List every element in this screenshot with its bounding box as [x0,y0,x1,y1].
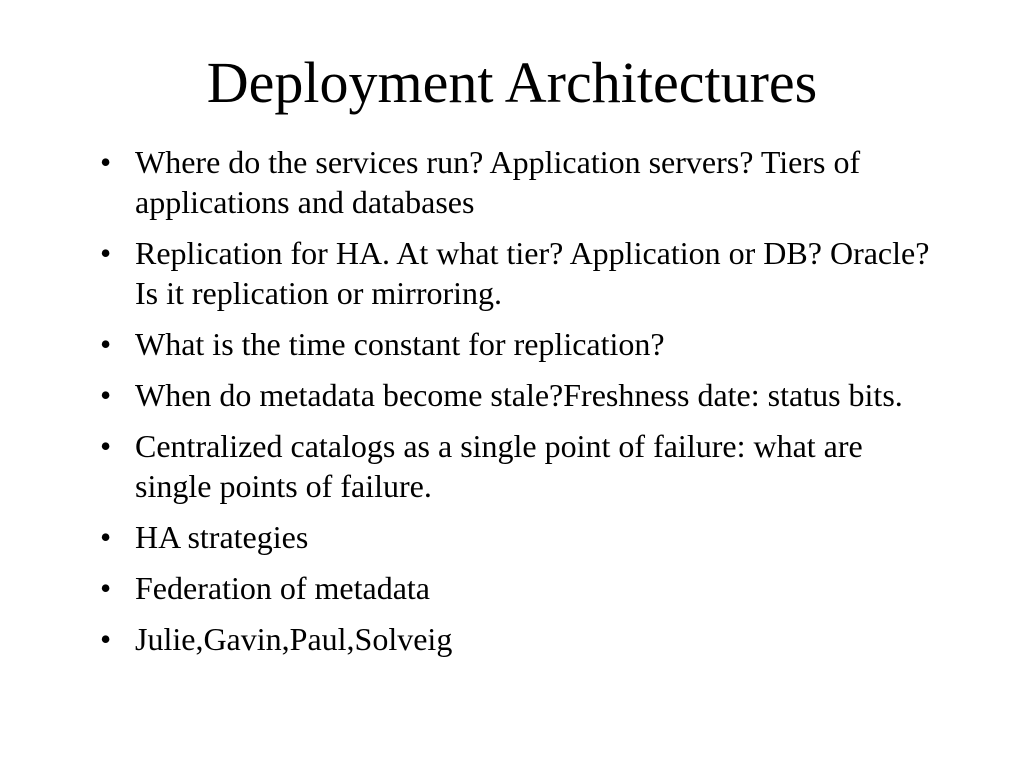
bullet-text: Replication for HA. At what tier? Application or DB? Oracle? Is it replication or mirroring. [135,235,930,311]
bullet-icon: • [100,428,112,464]
bullet-text: Julie,Gavin,Paul,Solveig [135,621,453,657]
bullet-icon: • [100,326,112,362]
bullet-text: Where do the services run? Application servers? Tiers of applications and databases [135,144,861,220]
bullet-item [100,233,940,313]
bullet-item [100,517,940,557]
bullet-list [100,142,940,670]
bullet-text: What is the time constant for replication? [135,326,665,362]
bullet-icon: • [100,144,112,180]
slide-title: Deployment Architectures [206,50,818,115]
bullet-text: Federation of metadata [135,570,430,606]
bullet-item [100,142,940,222]
bullet-item [100,324,940,364]
bullet-text: Centralized catalogs as a single point of failure: what are single points of failure. [135,428,863,504]
bullet-icon: • [100,621,112,657]
bullet-item [100,426,940,506]
bullet-icon: • [100,235,112,271]
bullet-item [100,375,940,415]
bullet-item [100,619,940,659]
bullet-text: HA strategies [135,519,309,555]
bullet-icon: • [100,570,112,606]
bullet-item [100,568,940,608]
bullet-icon: • [100,519,112,555]
bullet-icon: • [100,377,112,413]
bullet-text: When do metadata become stale?Freshness date: status bits. [135,377,903,413]
